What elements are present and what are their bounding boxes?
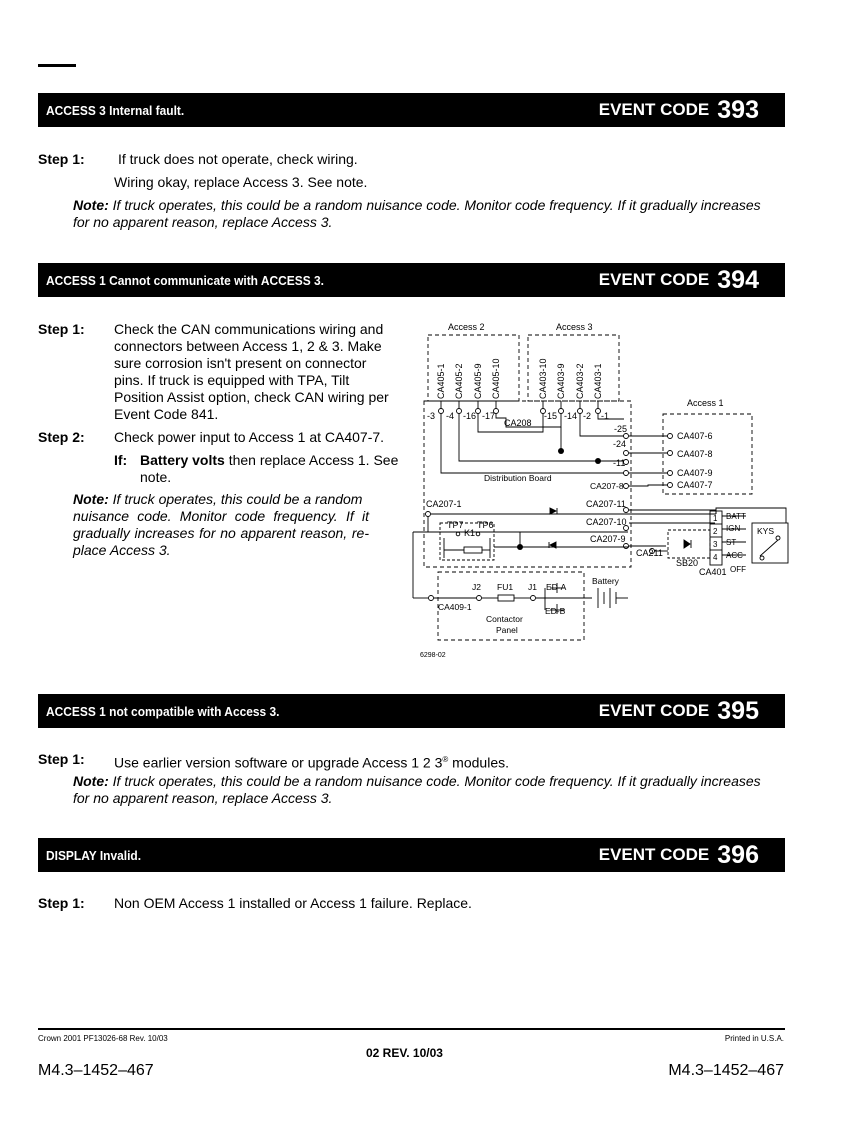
key-label: ACC	[726, 551, 743, 560]
event-code-label: EVENT CODE	[598, 845, 710, 864]
note-text: gradually increases for no apparent reason, re-	[73, 525, 369, 541]
db-pin: -15	[544, 411, 558, 421]
note-label: Note:	[73, 491, 109, 507]
event-393-header	[38, 93, 785, 127]
key-switch-label: KYS	[757, 526, 775, 536]
note-text: place Access 3.	[73, 542, 171, 558]
connector-label: CA407-9	[677, 468, 713, 478]
pin-label: CA403-1	[593, 363, 603, 399]
event-394-code	[599, 263, 759, 297]
access3-label: Access 3	[556, 322, 593, 332]
step-text: Position Assist option, check CAN wiring per	[114, 389, 389, 405]
distribution-board-label: Distribution Board	[484, 473, 552, 483]
connector-label: CA401	[699, 567, 727, 577]
key-pin: 1	[713, 514, 718, 523]
step-text: If truck does not operate, check wiring.	[118, 151, 358, 167]
db-pin: -17	[482, 411, 496, 421]
step-text: Check the CAN communications wiring and	[114, 321, 384, 337]
key-pin: 4	[713, 553, 718, 562]
event-395-code	[599, 694, 759, 728]
event-396-header	[38, 838, 785, 872]
step-label: Step 1:	[38, 321, 85, 337]
top-rule-mark	[38, 64, 76, 67]
panel-label: Panel	[496, 625, 518, 635]
fuse-label: FU1	[497, 582, 514, 592]
note-text: nuisance code. Monitor code frequency. If it	[73, 508, 369, 524]
ca208-label: CA208	[504, 418, 532, 428]
key-pin: 3	[713, 540, 718, 549]
connector-label: CA407-7	[677, 480, 713, 490]
footer-doc-number-left: M4.3–1452–467	[38, 1062, 154, 1079]
step-text: Event Code 841.	[114, 406, 219, 422]
event-394-header	[38, 263, 785, 297]
testpoint-label: TP6	[477, 520, 494, 530]
note-text: If truck operates, this could be a random	[112, 491, 363, 507]
db-pin: -11	[613, 458, 626, 468]
db-pin: -1	[601, 411, 610, 421]
key-label: IGN	[726, 524, 741, 533]
key-label: ST	[726, 538, 737, 547]
if-text: note.	[140, 469, 172, 485]
db-pin: -4	[446, 411, 455, 421]
event-code-number: 395	[717, 696, 759, 725]
pin-label: CA405-2	[454, 363, 464, 399]
battery-label: Battery	[592, 576, 619, 586]
testpoint-label: TP7	[447, 520, 464, 530]
pin-label: CA403-2	[575, 363, 585, 399]
db-pin: -25	[614, 424, 628, 434]
step-text: Non OEM Access 1 installed or Access 1 failure. Replace.	[114, 895, 472, 911]
connector-label: CA409-1	[438, 602, 472, 612]
footer-revision: 02 REV. 10/03	[366, 1046, 443, 1060]
note	[73, 491, 369, 559]
event-code-label: EVENT CODE	[598, 100, 710, 119]
step-text-main: Use earlier version software or upgrade Access 1 2 3	[114, 754, 443, 771]
key-pin: 2	[713, 527, 718, 536]
registered-mark: ®	[442, 755, 449, 764]
event-394-title: ACCESS 1 Cannot communicate with ACCESS 3.	[46, 273, 325, 288]
event-396-title: DISPLAY Invalid.	[46, 848, 142, 863]
contactor-label: ED-B	[545, 606, 566, 616]
note-text: for no apparent reason, replace Access 3.	[73, 790, 333, 806]
footer-printed: Printed in U.S.A.	[724, 1034, 784, 1043]
note-label: Note:	[73, 773, 109, 789]
note-text: for no apparent reason, replace Access 3.	[73, 214, 333, 230]
sb20-label: SB20	[676, 558, 699, 568]
pin-label: CA405-10	[491, 358, 501, 399]
step-text	[114, 751, 509, 772]
event-code-number: 396	[717, 840, 759, 869]
event-code-number: 394	[717, 265, 759, 294]
pin-label: CA403-10	[538, 358, 548, 399]
step-label: Step 2:	[38, 429, 85, 445]
connector-label: CA207-10	[586, 517, 627, 527]
pin-label: CA403-9	[556, 363, 566, 399]
connector-label: CA407-6	[677, 431, 713, 441]
footer-doc-number-right: M4.3–1452–467	[668, 1062, 784, 1079]
access1-label: Access 1	[687, 398, 724, 408]
footer-rule	[38, 1028, 785, 1030]
note-text: If truck operates, this could be a random nuisance code. Monitor code frequency. If it gradually increases	[112, 773, 761, 789]
step-label: Step 1:	[38, 751, 85, 767]
connector-label: J1	[528, 582, 537, 592]
connector-label: CA211	[636, 548, 663, 558]
step-label: Step 1:	[38, 151, 85, 167]
db-pin: -24	[613, 439, 627, 449]
db-pin: -3	[427, 411, 436, 421]
db-pin: -2	[583, 411, 592, 421]
note-label: Note:	[73, 197, 109, 213]
step-text: Check power input to Access 1 at CA407-7.	[114, 429, 385, 445]
step-text: connectors between Access 1, 2 & 3. Make	[114, 338, 382, 354]
footer-copyright: Crown 2001 PF13026-68 Rev. 10/03	[38, 1034, 168, 1043]
connector-label: CA407-8	[677, 449, 713, 459]
step-text: pins. If truck is equipped with TPA, Tilt	[114, 372, 350, 388]
figure-id: 6298-02	[420, 652, 446, 659]
access2-label: Access 2	[448, 322, 485, 332]
connector-label: CA207-9	[590, 534, 626, 544]
event-393-code	[599, 93, 759, 127]
db-pin: -16	[463, 411, 477, 421]
step-text-tail: modules.	[448, 754, 509, 771]
event-395-title: ACCESS 1 not compatible with Access 3.	[46, 704, 280, 719]
connector-label: CA207-11	[586, 499, 626, 509]
wiring-diagram	[400, 318, 800, 663]
event-code-number: 393	[717, 95, 759, 124]
if-condition: Battery volts	[140, 452, 225, 468]
event-393-title: ACCESS 3 Internal fault.	[46, 103, 185, 118]
db-pin: -14	[564, 411, 578, 421]
note-text: If truck operates, this could be a random nuisance code. Monitor code frequency. If it gradually increases	[112, 197, 761, 213]
note	[73, 197, 773, 231]
panel-label: Contactor	[486, 614, 523, 624]
key-label: OFF	[730, 565, 746, 574]
connector-label: CA207-8	[590, 481, 624, 491]
key-label: BATT	[726, 512, 746, 521]
step-label: Step 1:	[38, 895, 85, 911]
note	[73, 773, 773, 807]
event-code-label: EVENT CODE	[598, 270, 710, 289]
pin-label: CA405-9	[473, 363, 483, 399]
if-action: then replace Access 1. See	[228, 452, 399, 468]
relay-label: K1	[464, 528, 476, 538]
event-396-code	[599, 838, 759, 872]
event-code-label: EVENT CODE	[598, 701, 710, 720]
connector-label: CA207-1	[426, 499, 462, 509]
event-395-header	[38, 694, 785, 728]
pin-label: CA405-1	[436, 363, 446, 399]
if-text	[140, 452, 398, 469]
step-text: Wiring okay, replace Access 3. See note.	[114, 174, 368, 190]
contactor-label: ED-A	[546, 582, 567, 592]
if-label: If:	[114, 452, 128, 468]
connector-label: J2	[472, 582, 481, 592]
step-text: sure corrosion isn't present on connector	[114, 355, 367, 371]
